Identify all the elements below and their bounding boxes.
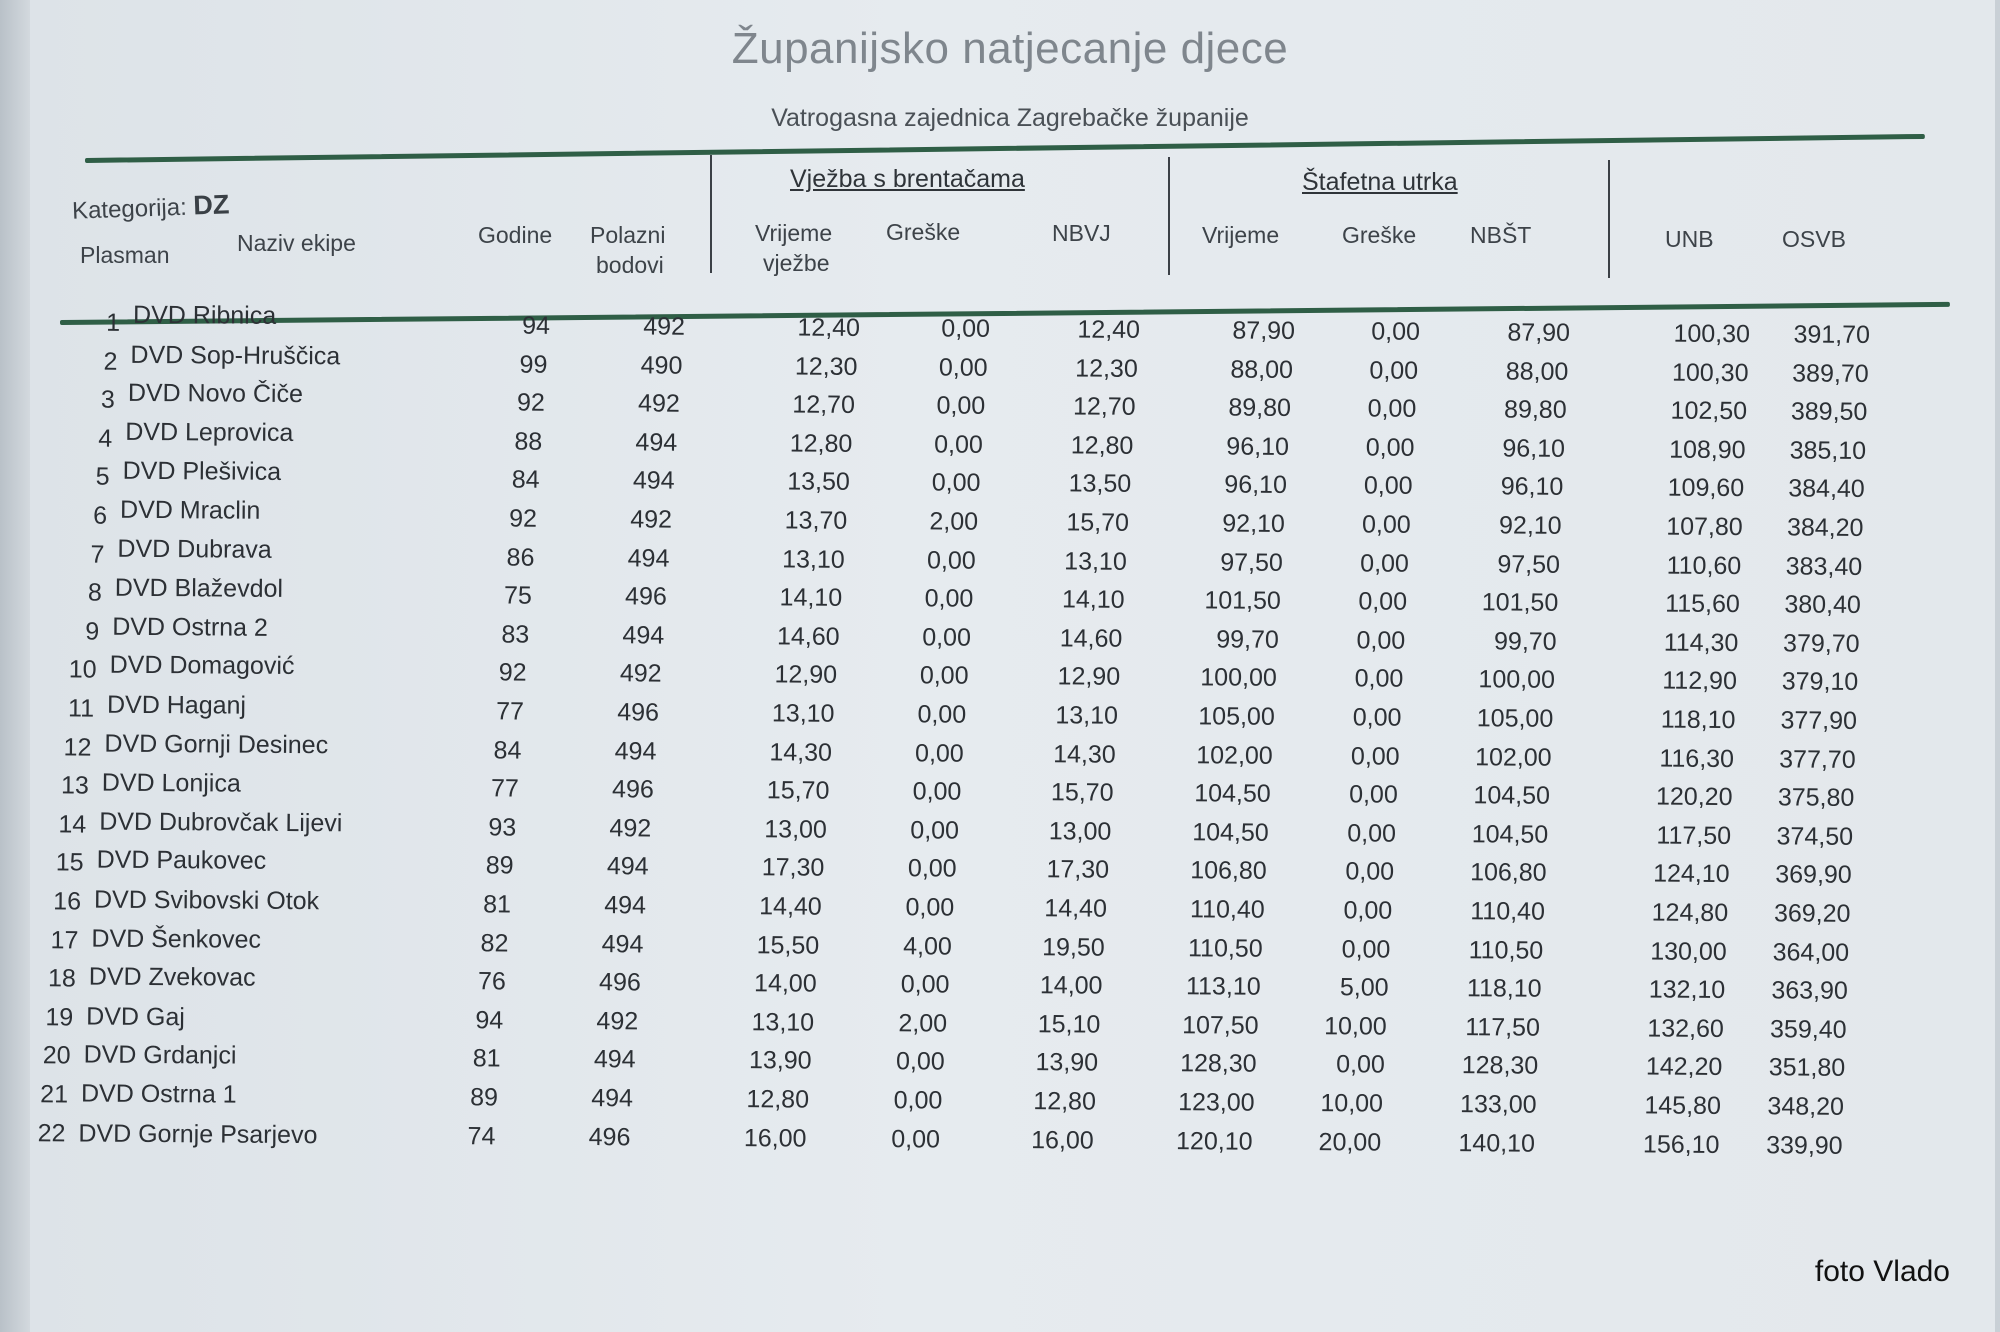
cell-unb: 145,80	[1644, 1091, 1722, 1120]
cell-godine: 84	[493, 735, 522, 765]
cell-nbvj: 15,70	[1066, 508, 1130, 537]
cell-godine: 81	[472, 1044, 501, 1073]
cell-plasman: 2	[103, 347, 118, 376]
cell-polazni: 492	[596, 1006, 639, 1036]
cell-vrijeme-stafeta: 100,00	[1200, 663, 1277, 693]
cell-nbvj: 13,00	[1048, 817, 1112, 846]
col-polazni	[590, 220, 665, 280]
cell-vrijeme: 14,30	[769, 737, 833, 767]
cell-polazni: 496	[588, 1122, 631, 1151]
cell-osvb: 385,10	[1789, 436, 1867, 465]
cell-vrijeme: 12,80	[746, 1085, 810, 1114]
cell-vrijeme: 14,00	[754, 969, 817, 998]
col-godine: Godine	[478, 222, 553, 248]
cell-nbvj: 17,30	[1046, 855, 1110, 885]
cell-greske-stafeta: 0,00	[1347, 819, 1397, 848]
cell-nbst: 88,00	[1505, 357, 1569, 386]
cell-godine: 83	[501, 620, 530, 649]
cell-plasman: 20	[42, 1041, 71, 1070]
cell-plasman: 4	[98, 424, 113, 453]
cell-nbvj: 13,10	[1064, 546, 1127, 576]
cell-greske: 0,00	[924, 584, 974, 613]
cell-naziv: DVD Šenkovec	[91, 924, 262, 954]
cell-greske-stafeta: 0,00	[1361, 510, 1411, 539]
cell-greske: 2,00	[898, 1009, 948, 1038]
cell-osvb: 389,50	[1790, 397, 1868, 427]
col-nbvj: NBVJ	[1052, 220, 1111, 246]
cell-naziv: DVD Mraclin	[119, 495, 261, 525]
cell-greske: 0,00	[893, 1086, 943, 1115]
cell-nbvj: 13,10	[1055, 701, 1119, 730]
col-vrijeme-line1: Vrijeme	[755, 220, 833, 246]
cell-vrijeme-stafeta: 96,10	[1226, 432, 1290, 461]
cell-vrijeme-stafeta: 105,00	[1198, 702, 1275, 731]
cell-polazni: 496	[612, 775, 654, 804]
cell-godine: 99	[519, 350, 548, 379]
table-row	[30, 1042, 1990, 1088]
category-label-text: Kategorija:	[71, 193, 188, 225]
column-divider	[1608, 160, 1610, 278]
cell-greske: 0,00	[926, 546, 976, 575]
cell-nbvj: 14,60	[1059, 624, 1123, 653]
cell-nbvj: 13,90	[1035, 1048, 1099, 1078]
cell-osvb: 384,40	[1788, 474, 1865, 504]
cell-osvb: 339,90	[1766, 1130, 1843, 1160]
cell-vrijeme-stafeta: 104,50	[1192, 818, 1269, 847]
cell-naziv: DVD Grdanjci	[83, 1040, 237, 1070]
col-polazni-line2: bodovi	[596, 252, 664, 278]
cell-nbvj: 14,30	[1053, 739, 1116, 769]
group-stafeta: Štafetna utrka	[1302, 168, 1458, 196]
cell-godine: 77	[490, 774, 519, 803]
cell-naziv: DVD Dubrovčak Lijevi	[99, 807, 343, 837]
cell-plasman: 11	[67, 694, 95, 723]
cell-unb: 124,80	[1651, 898, 1729, 928]
cell-vrijeme-stafeta: 96,10	[1224, 470, 1288, 500]
cell-nbst: 128,30	[1461, 1051, 1539, 1081]
cell-godine: 86	[506, 543, 535, 572]
cell-godine: 94	[475, 1006, 504, 1035]
cell-greske: 4,00	[903, 931, 952, 961]
column-divider	[710, 155, 712, 273]
cell-unb: 130,00	[1650, 937, 1727, 966]
column-divider	[1168, 157, 1170, 275]
cell-polazni: 494	[635, 428, 678, 457]
cell-greske: 0,00	[941, 314, 991, 343]
group-brentace: Vježba s brentačama	[790, 165, 1025, 193]
cell-nbvj: 15,10	[1037, 1009, 1101, 1039]
header-top-rule	[85, 134, 1925, 163]
cell-unb: 118,10	[1660, 705, 1736, 735]
cell-greske-stafeta: 0,00	[1343, 896, 1393, 925]
cell-unb: 116,30	[1659, 744, 1735, 773]
cell-osvb: 374,50	[1776, 822, 1854, 851]
cell-osvb: 377,90	[1780, 706, 1858, 735]
cell-polazni: 496	[617, 698, 660, 727]
cell-vrijeme: 12,90	[774, 660, 838, 690]
cell-naziv: DVD Ribnica	[132, 301, 277, 331]
cell-vrijeme-stafeta: 102,00	[1196, 740, 1273, 770]
cell-plasman: 16	[53, 887, 82, 916]
cell-greske: 2,00	[929, 507, 979, 536]
cell-unb: 109,60	[1667, 473, 1745, 503]
table-row	[30, 1080, 1990, 1126]
cell-nbst: 101,50	[1481, 588, 1559, 618]
cell-plasman: 18	[47, 964, 76, 993]
cell-vrijeme-stafeta: 97,50	[1220, 548, 1283, 577]
cell-vrijeme: 17,30	[761, 853, 825, 883]
cell-polazni: 494	[606, 852, 649, 881]
cell-naziv: DVD Domagović	[109, 651, 295, 681]
cell-unb: 132,60	[1647, 1014, 1724, 1043]
cell-godine: 94	[522, 311, 551, 340]
cell-greske-stafeta: 10,00	[1324, 1011, 1387, 1041]
cell-godine: 88	[514, 427, 543, 456]
cell-greske: 0,00	[922, 623, 972, 652]
cell-unb: 156,10	[1642, 1130, 1720, 1159]
cell-greske-stafeta: 0,00	[1358, 587, 1408, 616]
cell-osvb: 377,70	[1779, 744, 1856, 774]
cell-vrijeme-stafeta: 113,10	[1185, 972, 1261, 1001]
cell-polazni: 492	[609, 814, 652, 843]
cell-unb: 115,60	[1665, 589, 1740, 619]
cell-plasman: 14	[58, 810, 87, 839]
cell-godine: 81	[483, 890, 512, 919]
cell-naziv: DVD Sop-Hruščica	[130, 340, 341, 370]
cell-naziv: DVD Zvekovac	[88, 963, 256, 993]
cell-godine: 89	[470, 1083, 499, 1112]
cell-nbst: 92,10	[1498, 511, 1562, 540]
cell-unb: 107,80	[1666, 512, 1743, 542]
cell-greske-stafeta: 0,00	[1369, 356, 1419, 385]
cell-unb: 114,30	[1663, 628, 1739, 657]
table-row	[30, 1119, 1990, 1165]
cell-naziv: DVD Novo Čiče	[127, 379, 304, 409]
cell-greske-stafeta: 0,00	[1363, 471, 1413, 501]
cell-nbst: 105,00	[1476, 704, 1554, 733]
cell-nbst: 106,80	[1470, 858, 1547, 888]
cell-vrijeme-stafeta: 128,30	[1180, 1049, 1257, 1079]
cell-greske-stafeta: 0,00	[1349, 780, 1398, 809]
cell-nbst: 104,50	[1473, 781, 1551, 810]
cell-nbst: 133,00	[1460, 1090, 1537, 1119]
cell-polazni: 494	[591, 1084, 634, 1113]
cell-vrijeme-stafeta: 99,70	[1216, 625, 1279, 654]
cell-greske-stafeta: 0,00	[1354, 664, 1404, 694]
cell-plasman: 8	[87, 578, 102, 607]
cell-plasman: 15	[55, 848, 84, 877]
cell-naziv: DVD Lonjica	[101, 768, 241, 798]
cell-vrijeme-stafeta: 110,50	[1187, 933, 1263, 963]
cell-vrijeme: 13,10	[751, 1007, 815, 1037]
cell-nbvj: 12,40	[1077, 315, 1141, 344]
cell-polazni: 494	[614, 736, 657, 766]
cell-greske: 0,00	[931, 468, 981, 498]
cell-polazni: 494	[627, 543, 670, 573]
cell-greske: 0,00	[917, 700, 967, 729]
col-greske-stafeta: Greške	[1342, 222, 1417, 248]
cell-nbst: 100,00	[1478, 665, 1556, 695]
col-naziv: Naziv ekipe	[237, 230, 356, 256]
cell-nbvj: 15,70	[1050, 778, 1114, 807]
cell-osvb: 379,70	[1783, 629, 1860, 658]
cell-greske: 0,00	[938, 353, 988, 382]
cell-polazni: 492	[643, 312, 686, 341]
cell-plasman: 12	[63, 732, 92, 762]
col-polazni-line1: Polazni	[590, 222, 666, 248]
cell-vrijeme-stafeta: 89,80	[1228, 393, 1292, 423]
cell-godine: 75	[503, 581, 532, 610]
cell-polazni: 494	[601, 929, 644, 959]
category-label	[71, 189, 229, 226]
cell-plasman: 21	[40, 1080, 69, 1109]
cell-greske-stafeta: 0,00	[1345, 857, 1395, 887]
cell-nbst: 89,80	[1503, 395, 1567, 425]
cell-naziv: DVD Ostrna 2	[112, 612, 268, 642]
cell-vrijeme-stafeta: 88,00	[1230, 355, 1294, 384]
cell-osvb: 363,90	[1771, 976, 1848, 1006]
cell-greske-stafeta: 0,00	[1352, 703, 1402, 732]
cell-greske: 0,00	[936, 391, 986, 421]
cell-naziv: DVD Haganj	[106, 690, 247, 720]
cell-nbvj: 13,50	[1068, 469, 1132, 499]
cell-nbvj: 12,70	[1072, 392, 1136, 422]
cell-godine: 82	[480, 928, 509, 958]
cell-greske-stafeta: 10,00	[1320, 1089, 1384, 1118]
cell-nbvj: 14,10	[1061, 585, 1125, 614]
cell-naziv: DVD Svibovski Otok	[93, 885, 320, 915]
cell-vrijeme: 13,10	[771, 699, 835, 728]
col-unb: UNB	[1665, 226, 1714, 252]
cell-unb: 112,90	[1662, 666, 1738, 696]
cell-vrijeme-stafeta: 101,50	[1204, 586, 1281, 616]
cell-osvb: 364,00	[1772, 937, 1850, 967]
cell-vrijeme: 13,90	[748, 1046, 812, 1076]
cell-vrijeme: 12,80	[789, 429, 853, 458]
cell-unb: 120,20	[1655, 782, 1733, 812]
cell-polazni: 492	[619, 659, 662, 688]
cell-nbvj: 12,30	[1075, 354, 1138, 383]
cell-nbst: 99,70	[1493, 627, 1557, 656]
cell-unb: 124,10	[1653, 859, 1730, 889]
cell-godine: 74	[467, 1121, 496, 1151]
cell-vrijeme-stafeta: 107,50	[1182, 1010, 1259, 1040]
cell-vrijeme: 13,10	[782, 545, 845, 574]
cell-greske: 0,00	[915, 738, 964, 768]
document-sheet	[30, 0, 1995, 1332]
cell-plasman: 5	[95, 463, 110, 492]
cell-osvb: 379,10	[1781, 667, 1859, 697]
cell-unb: 100,30	[1673, 319, 1751, 349]
document-subtitle: Vatrogasna zajednica Zagrebačke županije	[771, 104, 1249, 132]
cell-nbst: 118,10	[1466, 974, 1542, 1003]
cell-polazni: 494	[632, 466, 675, 496]
cell-plasman: 19	[45, 1003, 74, 1032]
cell-greske: 0,00	[900, 970, 950, 999]
cell-plasman: 13	[60, 771, 89, 800]
cell-vrijeme-stafeta: 110,40	[1189, 895, 1265, 924]
cell-greske: 0,00	[934, 430, 983, 459]
col-osvb: OSVB	[1782, 226, 1846, 252]
cell-plasman: 7	[90, 540, 105, 569]
cell-vrijeme: 12,40	[797, 313, 861, 342]
cell-osvb: 384,20	[1786, 513, 1864, 542]
cell-greske-stafeta: 0,00	[1360, 549, 1409, 578]
cell-nbst: 102,00	[1475, 742, 1552, 772]
document-title: Županijsko natjecanje djece	[731, 24, 1289, 73]
col-vrijeme-stafeta: Vrijeme	[1202, 222, 1280, 248]
cell-greske: 0,00	[919, 661, 969, 691]
cell-vrijeme: 15,70	[766, 776, 830, 805]
cell-naziv: DVD Gornji Desinec	[104, 729, 329, 759]
cell-polazni: 492	[630, 505, 673, 534]
cell-greske-stafeta: 0,00	[1336, 1050, 1385, 1080]
cell-greske-stafeta: 5,00	[1339, 973, 1389, 1002]
cell-vrijeme-stafeta: 123,00	[1178, 1088, 1255, 1117]
cell-vrijeme: 12,70	[792, 390, 856, 420]
cell-nbvj: 14,00	[1039, 971, 1103, 1000]
cell-unb: 108,90	[1669, 435, 1746, 464]
cell-naziv: DVD Ostrna 1	[80, 1079, 237, 1109]
cell-unb: 117,50	[1656, 821, 1732, 850]
cell-osvb: 375,80	[1777, 783, 1855, 813]
cell-nbst: 110,40	[1470, 897, 1546, 926]
cell-naziv: DVD Leprovica	[125, 417, 294, 448]
cell-nbvj: 12,80	[1070, 431, 1134, 460]
col-nbst: NBŠT	[1470, 222, 1532, 248]
cell-naziv: DVD Paukovec	[96, 846, 267, 876]
cell-nbst: 104,50	[1471, 820, 1549, 849]
cell-plasman: 1	[106, 308, 121, 337]
cell-plasman: 6	[93, 501, 108, 530]
col-vrijeme-line2: vježbe	[763, 250, 830, 276]
col-plasman: Plasman	[80, 242, 170, 268]
cell-naziv: DVD Blaževdol	[114, 573, 284, 603]
cell-vrijeme: 14,60	[776, 622, 840, 651]
cell-greske: 0,00	[895, 1047, 945, 1076]
cell-vrijeme: 16,00	[743, 1123, 807, 1153]
cell-unb: 142,20	[1645, 1052, 1723, 1082]
cell-osvb: 389,70	[1792, 359, 1869, 388]
cell-unb: 110,60	[1666, 551, 1742, 580]
cell-godine: 93	[488, 813, 517, 842]
cell-greske-stafeta: 0,00	[1341, 934, 1391, 964]
cell-greske-stafeta: 0,00	[1367, 394, 1417, 424]
cell-greske-stafeta: 20,00	[1318, 1127, 1382, 1157]
cell-godine: 92	[516, 388, 545, 417]
col-greske: Greške	[886, 219, 961, 245]
cell-polazni: 494	[593, 1045, 636, 1074]
cell-greske-stafeta: 0,00	[1356, 626, 1406, 655]
cell-osvb: 383,40	[1785, 552, 1863, 581]
cell-naziv: DVD Dubrava	[117, 534, 272, 564]
cell-vrijeme-stafeta: 120,10	[1175, 1126, 1253, 1156]
photo-credit: foto Vlado	[1814, 1255, 1950, 1288]
cell-vrijeme: 14,10	[779, 583, 843, 613]
cell-vrijeme-stafeta: 104,50	[1194, 779, 1271, 809]
cell-plasman: 22	[37, 1118, 66, 1147]
cell-osvb: 380,40	[1784, 590, 1861, 620]
cell-nbst: 87,90	[1507, 318, 1571, 347]
cell-greske: 0,00	[905, 893, 955, 922]
cell-nbst: 117,50	[1465, 1012, 1541, 1042]
cell-plasman: 10	[68, 655, 97, 685]
cell-greske-stafeta: 0,00	[1365, 433, 1415, 462]
cell-godine: 84	[511, 465, 540, 495]
cell-plasman: 17	[50, 925, 79, 955]
cell-unb: 132,10	[1648, 975, 1726, 1005]
cell-osvb: 391,70	[1793, 320, 1871, 350]
cell-naziv: DVD Gornje Psarjevo	[78, 1118, 318, 1149]
cell-polazni: 496	[625, 582, 667, 611]
cell-greske-stafeta: 0,00	[1350, 741, 1400, 771]
cell-osvb: 359,40	[1769, 1015, 1847, 1044]
cell-unb: 102,50	[1670, 396, 1748, 426]
cell-osvb: 369,20	[1773, 899, 1851, 928]
cell-vrijeme-stafeta: 92,10	[1222, 509, 1285, 538]
cell-vrijeme: 13,00	[764, 815, 827, 844]
cell-polazni: 490	[640, 351, 683, 380]
cell-nbst: 140,10	[1458, 1128, 1536, 1158]
cell-polazni: 494	[622, 621, 665, 650]
cell-vrijeme-stafeta: 87,90	[1232, 316, 1296, 345]
cell-greske-stafeta: 0,00	[1371, 317, 1421, 346]
cell-plasman: 9	[85, 617, 100, 646]
cell-nbst: 97,50	[1497, 549, 1561, 579]
cell-nbst: 96,10	[1502, 434, 1566, 463]
cell-nbvj: 12,80	[1033, 1087, 1097, 1116]
cell-polazni: 492	[638, 389, 680, 418]
cell-naziv: DVD Plešivica	[122, 456, 282, 487]
cell-godine: 92	[498, 658, 527, 688]
cell-osvb: 351,80	[1768, 1053, 1846, 1083]
cell-polazni: 496	[599, 968, 641, 997]
cell-plasman: 3	[100, 385, 115, 414]
col-vrijeme-vjezbe	[755, 218, 832, 278]
cell-vrijeme: 15,50	[756, 930, 820, 960]
cell-nbvj: 19,50	[1042, 932, 1105, 962]
cell-vrijeme: 13,50	[787, 467, 850, 497]
cell-nbvj: 16,00	[1031, 1125, 1094, 1155]
cell-godine: 89	[485, 851, 514, 880]
cell-nbst: 96,10	[1500, 472, 1564, 502]
cell-unb: 100,30	[1671, 358, 1749, 387]
cell-vrijeme: 14,40	[759, 892, 822, 921]
cell-nbst: 110,50	[1468, 935, 1544, 965]
cell-greske: 0,00	[907, 854, 957, 884]
cell-osvb: 369,90	[1775, 860, 1852, 890]
cell-greske: 0,00	[891, 1124, 941, 1154]
category-value: DZ	[192, 189, 230, 221]
cell-vrijeme: 12,30	[794, 352, 858, 381]
cell-naziv: DVD Gaj	[86, 1001, 185, 1031]
cell-vrijeme-stafeta: 106,80	[1190, 856, 1267, 886]
cell-godine: 77	[496, 697, 525, 726]
cell-greske: 0,00	[910, 816, 960, 845]
cell-polazni: 494	[604, 891, 647, 920]
cell-greske: 0,00	[912, 777, 962, 806]
cell-vrijeme: 13,70	[784, 506, 848, 535]
cell-nbvj: 12,90	[1057, 662, 1121, 692]
cell-godine: 76	[477, 967, 506, 996]
cell-osvb: 348,20	[1767, 1092, 1845, 1121]
cell-nbvj: 14,40	[1044, 894, 1108, 923]
cell-godine: 92	[509, 504, 538, 533]
